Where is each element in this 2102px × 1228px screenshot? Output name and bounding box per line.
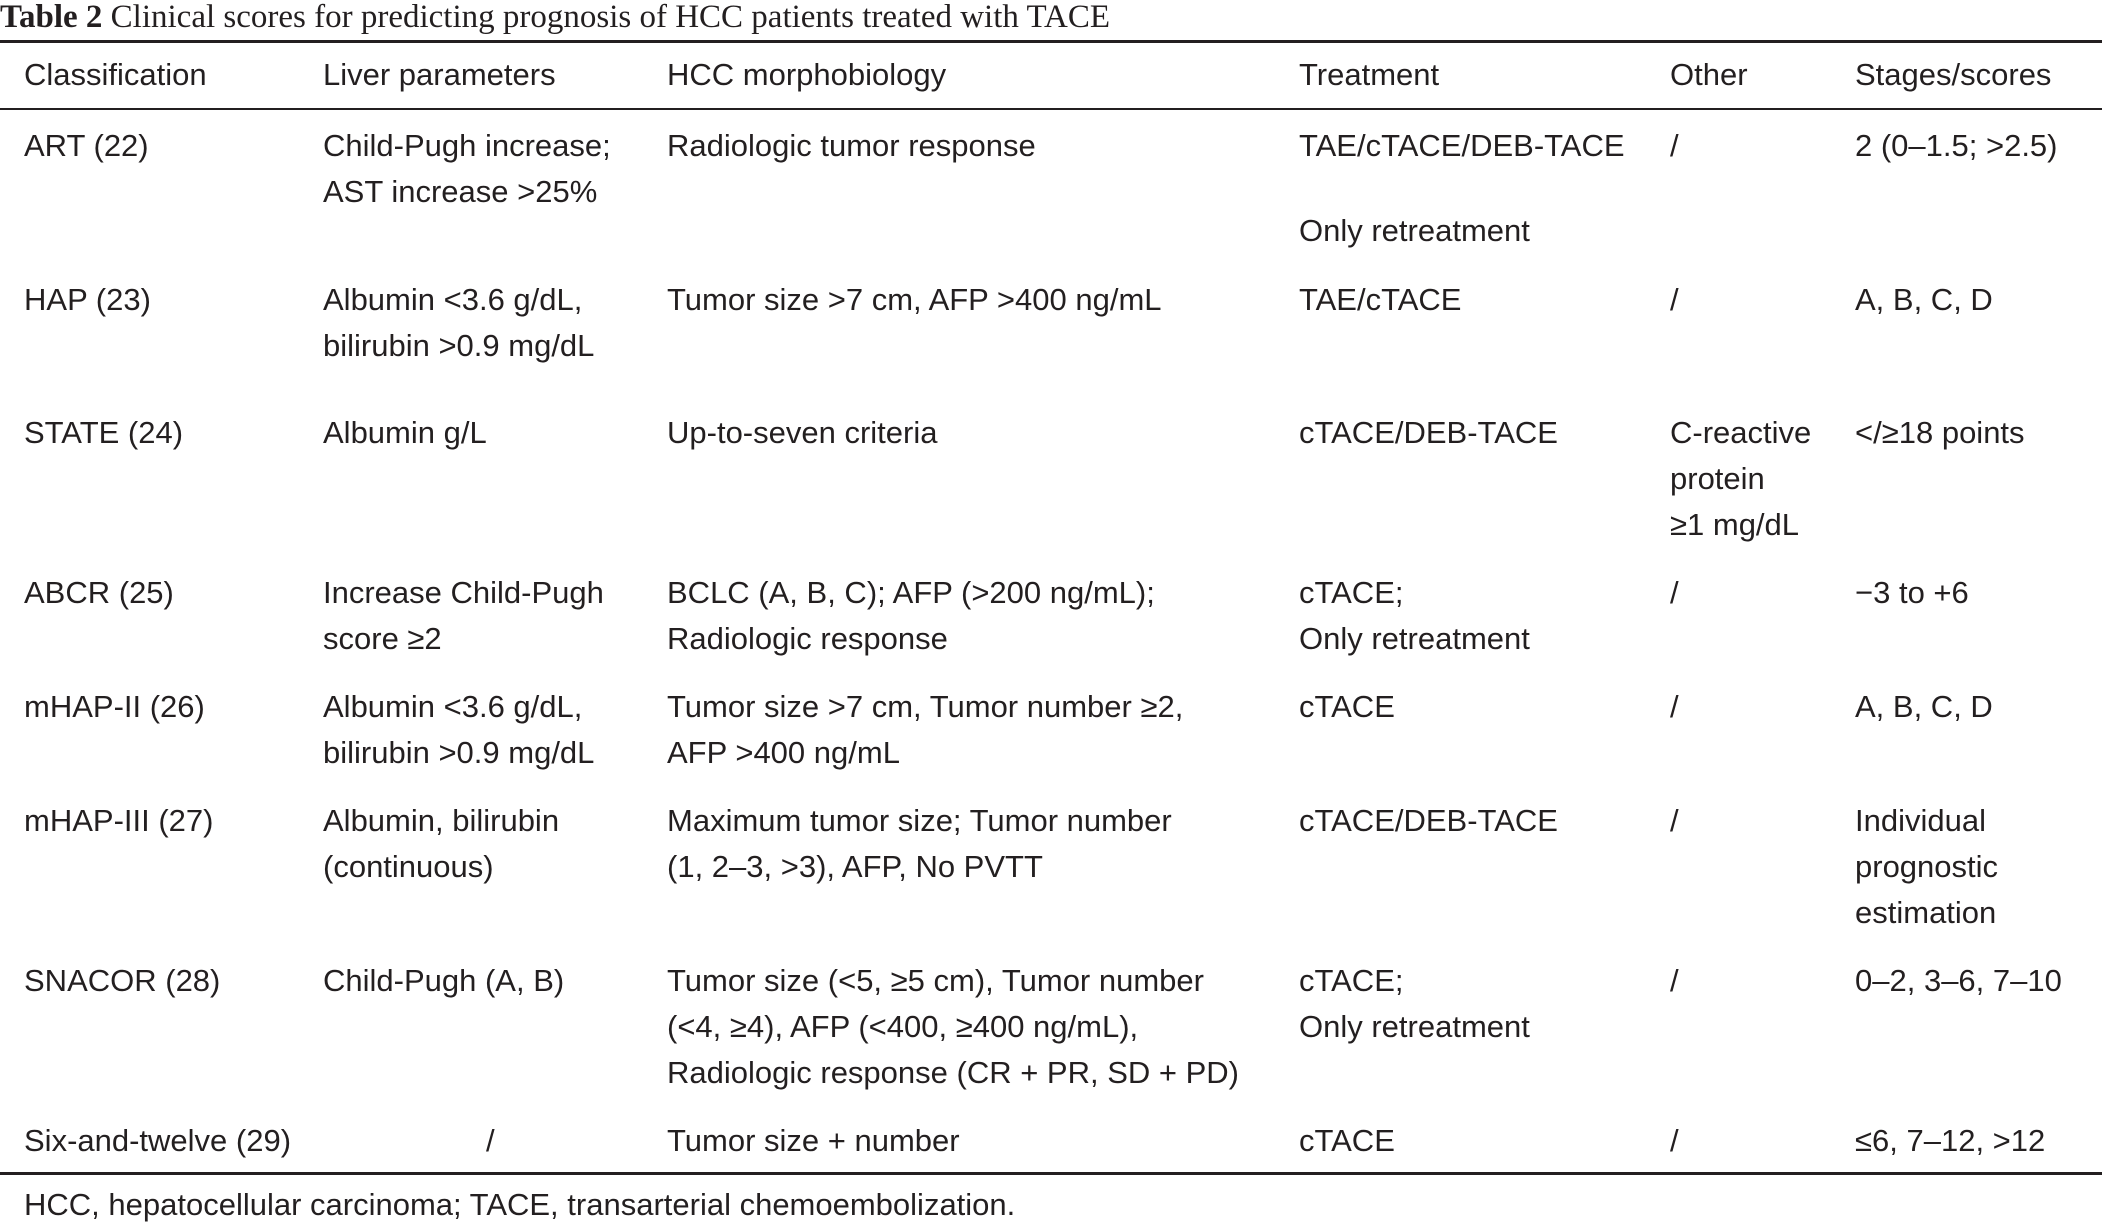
cell-other-line: / [1670, 128, 1679, 163]
cell-liver-line: bilirubin >0.9 mg/dL [323, 735, 595, 770]
cell-liver-line: Albumin g/L [323, 415, 487, 450]
cell-morpho-line: Tumor size >7 cm, AFP >400 ng/mL [667, 282, 1162, 317]
cell-other-line: / [1670, 1123, 1679, 1158]
cell-treatment-line: Only retreatment [1299, 213, 1530, 248]
cell-morpho-line: Maximum tumor size; Tumor number [667, 803, 1172, 838]
cell-morpho-line: Radiologic response [667, 621, 948, 656]
cell-treatment-line: cTACE [1299, 689, 1395, 724]
header-hcc-morphobiology: HCC morphobiology [667, 57, 947, 92]
cell-other-line: / [1670, 803, 1679, 838]
cell-classification: STATE (24) [24, 415, 184, 450]
cell-liver-line: Child-Pugh increase; [323, 128, 611, 163]
cell-liver-line: (continuous) [323, 849, 494, 884]
cell-treatment-line: cTACE; [1299, 575, 1404, 610]
cell-treatment-line: cTACE/DEB-TACE [1299, 415, 1558, 450]
cell-morpho-line: Radiologic tumor response [667, 128, 1036, 163]
cell-morpho-line: Radiologic response (CR + PR, SD + PD) [667, 1055, 1240, 1090]
cell-liver-line: Albumin <3.6 g/dL, [323, 282, 583, 317]
header-other: Other [1670, 57, 1748, 92]
cell-classification: mHAP-III (27) [24, 803, 214, 838]
cell-stages-line: −3 to +6 [1855, 575, 1969, 610]
cell-other-line: / [1670, 282, 1679, 317]
cell-other-line: ≥1 mg/dL [1670, 507, 1800, 542]
cell-morpho-line: (<4, ≥4), AFP (<400, ≥400 ng/mL), [667, 1009, 1139, 1044]
header-classification: Classification [24, 57, 207, 92]
cell-liver-line: Child-Pugh (A, B) [323, 963, 565, 998]
table-top-rule [0, 40, 2102, 43]
cell-liver-line: Increase Child-Pugh [323, 575, 604, 610]
cell-classification: SNACOR (28) [24, 963, 221, 998]
cell-stages-line: 2 (0–1.5; >2.5) [1855, 128, 2058, 163]
cell-morpho-line: Tumor size + number [667, 1123, 960, 1158]
cell-other-line: / [1670, 575, 1679, 610]
cell-treatment-line: cTACE/DEB-TACE [1299, 803, 1558, 838]
header-treatment: Treatment [1299, 57, 1440, 92]
table-header-rule [0, 108, 2102, 110]
cell-treatment-line: Only retreatment [1299, 621, 1530, 656]
cell-morpho-line: BCLC (A, B, C); AFP (>200 ng/mL); [667, 575, 1155, 610]
cell-classification: ART (22) [24, 128, 149, 163]
table-caption-text: Clinical scores for predicting prognosis of HCC patients treated with TACE [110, 0, 1111, 35]
cell-treatment-line: TAE/cTACE [1299, 282, 1462, 317]
cell-stages-line: Individual [1855, 803, 1986, 838]
cell-stages-line: 0–2, 3–6, 7–10 [1855, 963, 2062, 998]
cell-stages-line: ≤6, 7–12, >12 [1855, 1123, 2046, 1158]
table-caption-label: Table 2 [0, 0, 103, 35]
cell-classification: ABCR (25) [24, 575, 174, 610]
cell-other-line: / [1670, 689, 1679, 724]
cell-other-line: C-reactive [1670, 415, 1812, 450]
header-liver-parameters: Liver parameters [323, 57, 556, 92]
header-stages-scores: Stages/scores [1855, 57, 2052, 92]
cell-morpho-line: Up-to-seven criteria [667, 415, 938, 450]
cell-stages-line: estimation [1855, 895, 1997, 930]
cell-morpho-line: Tumor size >7 cm, Tumor number ≥2, [667, 689, 1184, 724]
cell-liver-line: bilirubin >0.9 mg/dL [323, 328, 595, 363]
cell-stages-line: A, B, C, D [1855, 282, 1993, 317]
cell-classification: mHAP-II (26) [24, 689, 205, 724]
cell-stages-line: prognostic [1855, 849, 1999, 884]
cell-liver-line: Albumin <3.6 g/dL, [323, 689, 583, 724]
cell-liver-line: / [486, 1123, 495, 1158]
cell-treatment-line: cTACE [1299, 1123, 1395, 1158]
table-footnote: HCC, hepatocellular carcinoma; TACE, transarterial chemoembolization. [24, 1187, 1016, 1222]
cell-liver-line: AST increase >25% [323, 174, 598, 209]
cell-liver-line: score ≥2 [323, 621, 442, 656]
cell-classification: HAP (23) [24, 282, 151, 317]
cell-treatment-line: TAE/cTACE/DEB-TACE [1299, 128, 1625, 163]
table-caption [0, 0, 1110, 34]
cell-liver-line: Albumin, bilirubin [323, 803, 560, 838]
cell-morpho-line: AFP >400 ng/mL [667, 735, 900, 770]
cell-other-line: / [1670, 963, 1679, 998]
cell-morpho-line: (1, 2–3, >3), AFP, No PVTT [667, 849, 1043, 884]
cell-treatment-line: Only retreatment [1299, 1009, 1530, 1044]
cell-classification: Six-and-twelve (29) [24, 1123, 292, 1158]
table-bottom-rule [0, 1172, 2102, 1175]
cell-stages-line: </≥18 points [1855, 415, 2025, 450]
cell-other-line: protein [1670, 461, 1765, 496]
cell-morpho-line: Tumor size (<5, ≥5 cm), Tumor number [667, 963, 1204, 998]
cell-stages-line: A, B, C, D [1855, 689, 1993, 724]
cell-treatment-line: cTACE; [1299, 963, 1404, 998]
